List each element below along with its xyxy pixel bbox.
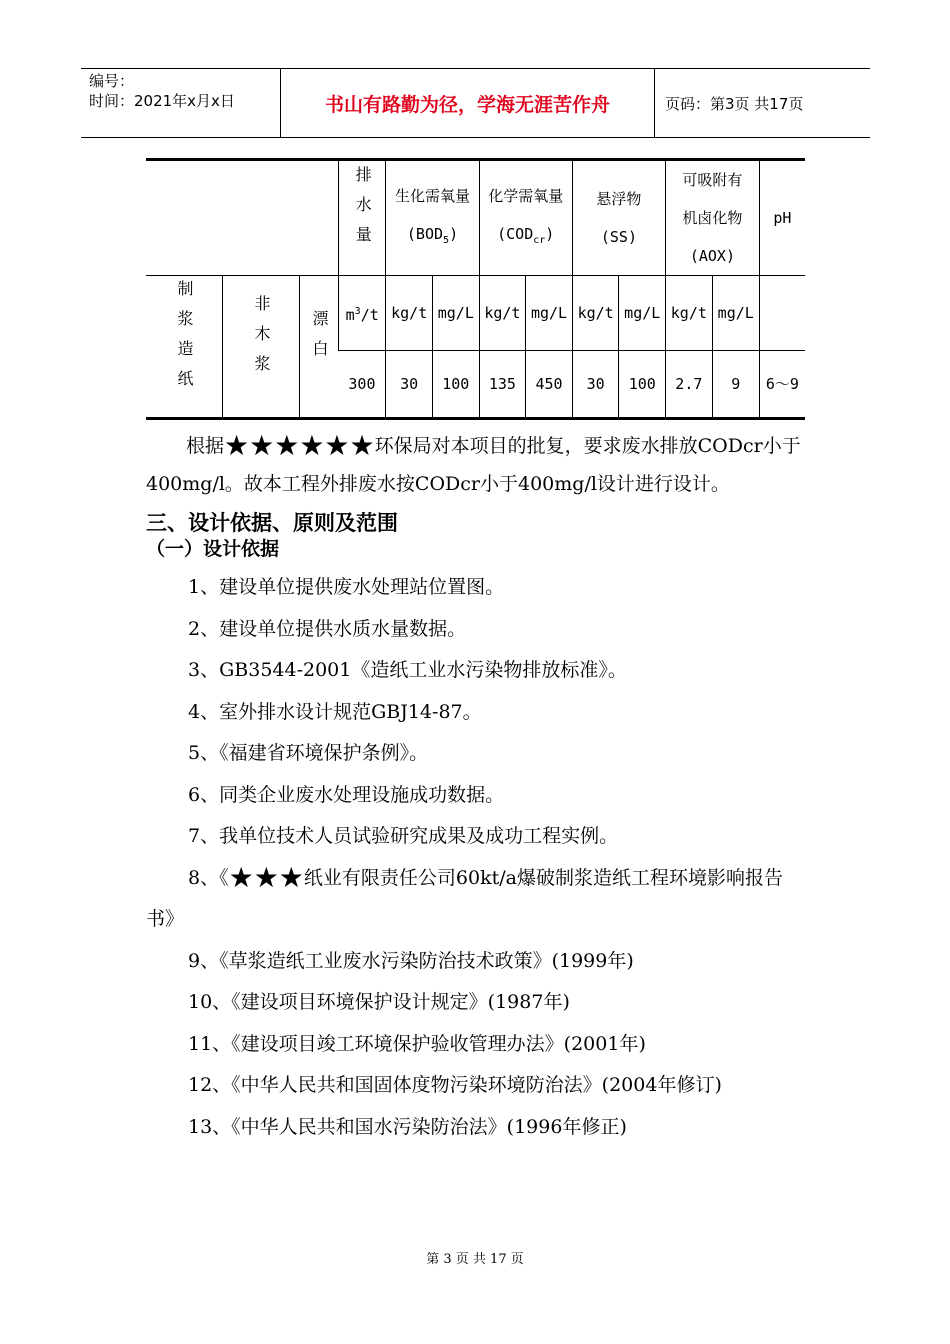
header-aox: 可吸附有 机卤化物 (AOX)	[666, 160, 760, 276]
unit-flow: $m^3/t$	[339, 276, 386, 351]
table-unit-row	[146, 276, 805, 351]
value-cell: 450	[526, 351, 573, 419]
value-cell: 100	[619, 351, 666, 419]
unit-ph	[759, 276, 805, 351]
list-item: 1、建设单位提供废水处理站位置图。	[188, 576, 505, 598]
list-item: 3、GB3544-2001《造纸工业水污染物排放标准》。	[188, 659, 627, 681]
value-cell: 300	[348, 375, 376, 393]
table-corner-cell	[146, 160, 339, 276]
unit-cod-kgt: kg/t	[479, 276, 526, 351]
header-ph: pH	[759, 160, 805, 276]
header-flow: 排水量	[339, 160, 386, 276]
document-body	[146, 427, 806, 1148]
list-item: 6、同类企业废水处理设施成功数据。	[188, 783, 505, 806]
serial-label: 编号：	[89, 72, 135, 90]
list-item: 5、《福建省环境保护条例》。	[188, 742, 429, 764]
header-motto: 书山有路勤为径，学海无涯苦作舟	[281, 69, 655, 137]
row-category-3: 漂白	[300, 276, 339, 419]
time-label: 时间：2021年x月x日	[89, 92, 235, 110]
list-item: 4、室外排水设计规范GBJ14-87。	[188, 700, 482, 723]
unit-cod-mgl: mg/L	[526, 276, 573, 351]
row-category-1: 制浆造纸	[175, 279, 194, 400]
value-cell: 2.7	[666, 351, 713, 419]
value-cell: 30	[572, 351, 619, 419]
page-header	[81, 68, 870, 138]
header-ss: 悬浮物 (SS)	[572, 160, 665, 276]
unit-ss-kgt: kg/t	[572, 276, 619, 351]
list-item: 10、《建设项目环境保护设计规定》(1987年)	[188, 991, 570, 1013]
section-3-title: 三、设计依据、原则及范围	[146, 511, 398, 535]
header-meta	[81, 69, 281, 137]
list-item: 8、《★★★纸业有限责任公司60kt/a爆破制浆造纸工程环境影响报告书》	[146, 860, 783, 930]
list-item: 2、建设单位提供水质水量数据。	[188, 617, 467, 640]
list-item: 11、《建设项目竣工环境保护验收管理办法》(2001年)	[188, 1032, 646, 1055]
list-item: 7、我单位技术人员试验研究成果及成功工程实例。	[188, 825, 619, 847]
list-item: 12、《中华人民共和国固体度物污染环境防治法》(2004年修订)	[188, 1074, 722, 1096]
unit-ss-mgl: mg/L	[619, 276, 666, 351]
subsection-1-title: （一）设计依据	[146, 538, 280, 560]
list-item: 13、《中华人民共和国水污染防治法》(1996年修正)	[188, 1115, 627, 1138]
unit-aox-mgl: mg/L	[712, 276, 759, 351]
header-cod: 化学需氧量 $(COD_{cr})$	[479, 160, 572, 276]
unit-aox-kgt: kg/t	[666, 276, 713, 351]
approval-paragraph: 根据★★★★★★环保局对本项目的批复，要求废水排放CODcr小于400mg/l。故本工程外排废水按CODcr小于400mg/l设计进行设计。	[146, 429, 801, 495]
header-page-label: 页码：第3页 共17页	[665, 94, 804, 113]
header-bod: 生化需氧量 $(BOD_5)$	[386, 160, 479, 276]
value-cell: 9	[712, 351, 759, 419]
wastewater-standard-table	[146, 158, 805, 420]
value-cell: 6～9	[759, 351, 805, 419]
unit-bod-mgl: mg/L	[433, 276, 480, 351]
value-cell: 100	[433, 351, 480, 419]
value-cell: 30	[386, 351, 433, 419]
table-header-row	[146, 160, 805, 276]
star-redaction-icon: ★★★★★★	[224, 429, 375, 462]
row-category-2: 非木浆	[223, 276, 300, 419]
unit-bod-kgt: kg/t	[386, 276, 433, 351]
star-redaction-icon: ★★★	[228, 860, 304, 894]
page-footer: 第 3 页 共 17 页	[426, 1252, 524, 1267]
list-item: 9、《草浆造纸工业废水污染防治技术政策》(1999年)	[188, 949, 634, 972]
value-cell: 135	[479, 351, 526, 419]
